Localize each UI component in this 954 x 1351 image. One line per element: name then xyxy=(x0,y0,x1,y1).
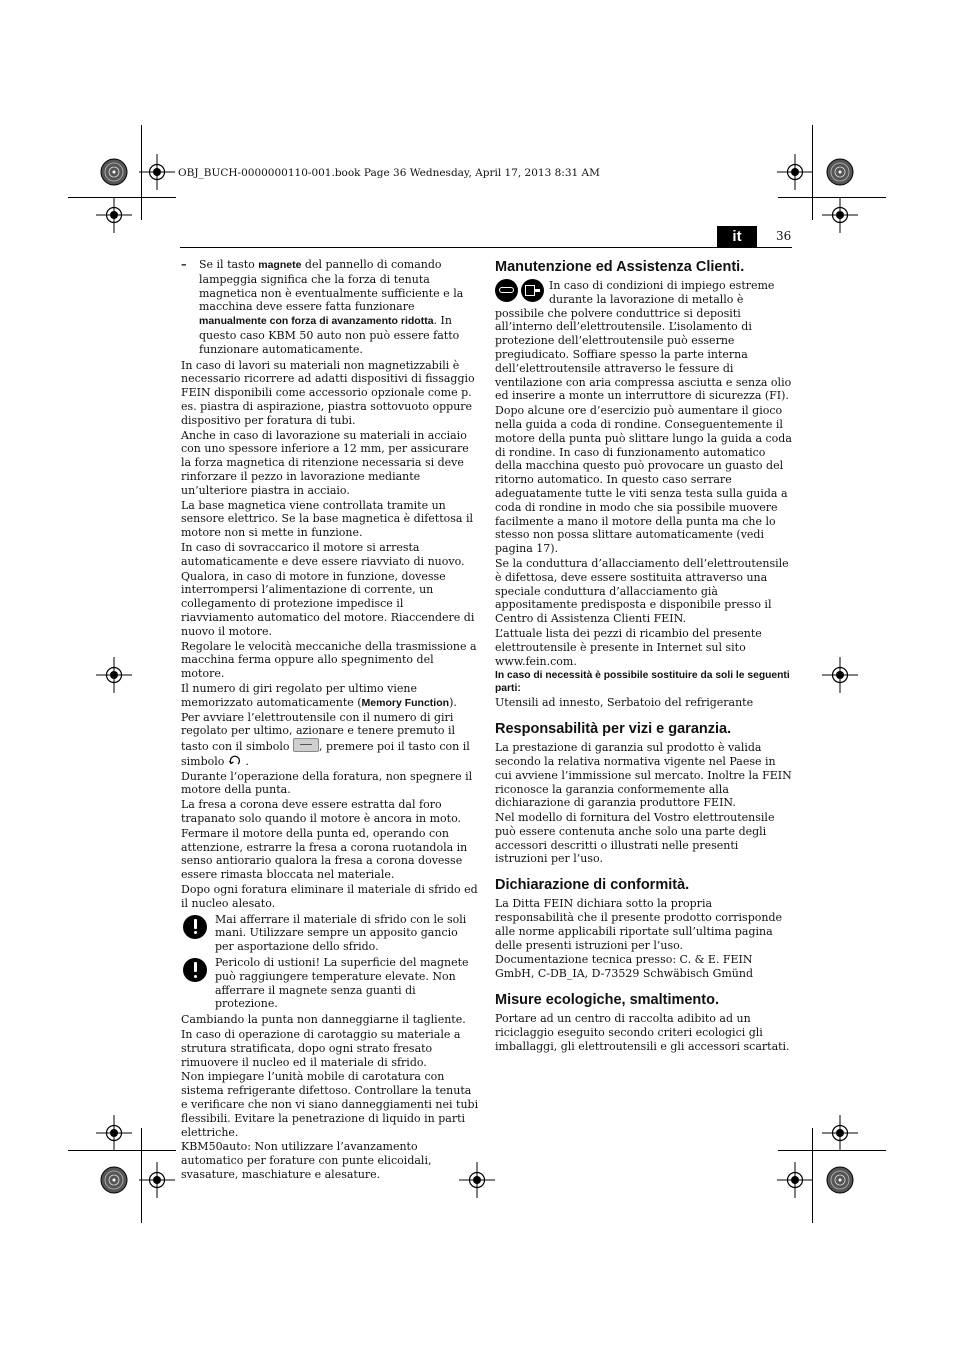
memory-function-label: Memory Function xyxy=(361,696,450,709)
paragraph: Portare ad un centro di raccolta adibito ad un riciclaggio eseguito secondo criteri ecologici gli imballaggi, gli elettroutensili e gli accessori scartati. xyxy=(495,1012,790,1053)
paragraph: L’attuale lista dei pezzi di ricambio del presente elettroutensile è presente in Internet sul sito www.fein.com. xyxy=(495,626,762,668)
bullet-item-magnet xyxy=(181,258,479,357)
paragraph: La base magnetica viene controllata tramite un sensore elettrico. Se la base magnetica è difettosa il motore non si mette in funzione. xyxy=(181,498,473,540)
warning-block xyxy=(181,913,479,954)
heading-warranty: Responsabilità per vizi e garanzia. xyxy=(495,721,732,738)
paragraph: In caso di condizioni di impiego estreme durante la lavorazione di metallo è possibile che polvere conduttrice si depositi all’interno dell’elettroutensile. L’isolamento di protezione dell’elettroutensile può esserne pregiudicato. Soffiare spesso la parte interna dell’elettroutensile attraverso le fessure di ventilazione con aria compressa asciutta e senza olio ed inserire a monte un interruttore di sicurezza (FI). xyxy=(495,279,792,403)
paragraph: Se la conduttura d’allacciamento dell’elettroutensile è difettosa, deve essere sostituita attraverso una speciale conduttura d’allacciamento già appositamente predisposta e disponibile presso il Centro di Assistenza Clienti FEIN. xyxy=(495,556,789,626)
heading-maintenance: Manutenzione ed Assistenza Clienti. xyxy=(495,259,745,275)
paragraph: Anche in caso di lavorazione su materiali in acciaio con uno spessore inferiore a 12 mm, per assicurare la forza magnetica di ritenzione necessaria si deve rinforzare il pezzo in lavorazione mediante un’ulteriore piastra in acciaio. xyxy=(181,428,469,497)
maintenance-block xyxy=(495,279,793,403)
safety-icons xyxy=(495,279,547,305)
eye-protection-icon xyxy=(495,279,518,302)
replaceable-parts-heading: In caso di necessità è possibile sostituire da soli le seguenti parti: xyxy=(495,670,790,695)
bullet-bold-1: magnete xyxy=(258,259,302,271)
paragraph: KBM50auto: Non utilizzare l’avanzamento automatico per forature con punte elicoidali, svasature, maschiature e alesature. xyxy=(181,1140,432,1181)
bullet-text-3: . In questo caso KBM 50 auto non può essere fatto funzionare automaticamente. xyxy=(199,314,460,356)
paragraph: Regolare le velocità meccaniche della trasmissione a macchina ferma oppure allo spegnimento del motore. xyxy=(181,639,477,681)
left-column xyxy=(181,258,479,1183)
bullet-text-1: Se il tasto xyxy=(199,258,259,271)
heading-ecology: Misure ecologiche, smaltimento. xyxy=(495,992,719,1009)
paragraph: Dopo ogni foratura eliminare il materiale di sfrido ed il nucleo alesato. xyxy=(181,883,478,910)
paragraph: Cambiando la punta non danneggiarne il tagliente. xyxy=(181,1013,466,1027)
paragraph: In caso di lavori su materiali non magnetizzabili è necessario ricorrere ad adatti dispositivi di fissaggio FEIN disponibili come accessorio opzionale come p. es. piastra di aspirazione, piastra sottovuoto oppure dispositivo per foratura di tubi. xyxy=(181,358,475,427)
paragraph: Documentazione tecnica presso: C. & E. FEIN GmbH, C-DB_IA, D-73529 Schwäbisch Gmünd xyxy=(495,953,754,981)
paragraph: Qualora, in caso di motore in funzione, dovesse interrompersi l’alimentazione di corrente, un collegamento di protezione impedisce il riavviamento automatico del motore. Riaccendere di nuovo il motore. xyxy=(181,569,475,638)
file-info: OBJ_BUCH-0000000110-001.book Page 36 Wednesday, April 17, 2013 8:31 AM xyxy=(178,167,600,179)
paragraph: La prestazione di garanzia sul prodotto è valida secondo la relativa normativa vigente nel Paese in cui avviene l’immissione sul mercato. Inoltre la FEIN riconosce la garanzia conformemente alla dichiarazione di garanzia produttore FEIN. xyxy=(495,741,792,810)
warning-text: Pericolo di ustioni! La superficie del magnete può raggiungere temperature elevate. Non afferrare il magnete senza guanti di protezione. xyxy=(215,956,469,1011)
paragraph: Utensili ad innesto, Serbatoio del refrigerante xyxy=(495,696,754,710)
language-tab: it xyxy=(717,226,757,247)
paragraph: Dopo alcune ore d’esercizio può aumentare il gioco nella guida a coda di rondine. Conseguentemente il motore della punta può slittare lungo la guida a coda di rondine. In caso di funzionamento automatico della macchina questo può provocare un guasto del ritorno automatico. In questo caso serrare adeguatamente tutte le viti senza testa sulla guida a coda di rondine in modo che sia possibile muovere facilmente a mano il motore della punta ma che lo stesso non possa slittare automaticamente (vedi pagina 17). xyxy=(495,404,792,556)
bullet-dash: – xyxy=(181,258,187,271)
header-rule xyxy=(180,247,792,248)
text: Il numero di giri regolato per ultimo viene memorizzato automaticamente ( xyxy=(181,681,418,709)
text: . xyxy=(241,754,249,768)
paragraph: La Ditta FEIN dichiara sotto la propria responsabilità che il presente prodotto corrisponde alle norme applicabili riportate sull’ultima pagina delle presenti istruzioni per l’uso. xyxy=(495,897,783,952)
rotation-symbol-icon xyxy=(228,754,242,768)
warning-text: Mai afferrare il materiale di sfrido con le soli mani. Utilizzare sempre un apposito gancio per asportazione dello sfrido. xyxy=(215,912,467,954)
paragraph: Fermare il motore della punta ed, operando con attenzione, estrarre la fresa a corona ruotandola in senso antiorario qualora la fresa a corona dovesse essere rimasta bloccata nel materiale. xyxy=(181,826,468,882)
paragraph: In caso di operazione di carotaggio su materiale a strutura stratificata, dopo ogni strato fresato rimuovere il nucleo ed il materiale di sfrido. xyxy=(181,1028,461,1069)
paragraph-memory-function xyxy=(181,682,479,769)
bullet-text-2: del pannello di comando lampeggia significa che la forza di tenuta magnetica non è eventualmente sufficiente e la macchina deve essere fatta funzionare xyxy=(199,258,464,314)
paragraph: Nel modello di fornitura del Vostro elettroutensile può essere contenuta anche solo una parte degli accessori descritti o illustrati nelle presenti istruzioni per l’uso. xyxy=(495,811,775,866)
text: ). Per avviare l’elettroutensile con il numero di giri regolato per ultimo, azionare e tenere premuto il tasto con il simbolo xyxy=(181,695,457,754)
paragraph: Durante l’operazione della foratura, non spegnere il motore della punta. xyxy=(181,769,473,797)
unplug-icon xyxy=(521,279,544,302)
paragraph: In caso di sovraccarico il motore si arresta automaticamente e deve essere riavviato di nuovo. xyxy=(181,540,465,568)
paragraph: Non impiegare l’unità mobile di carotatura con sistema refrigerante difettoso. Controllare la tenuta e verificare che non vi siano danneggiamenti nei tubi flessibili. Evitare la penetrazione di liquido in parti elettriche. xyxy=(181,1070,479,1139)
page-number: 36 xyxy=(776,229,792,243)
heading-conformity: Dichiarazione di conformità. xyxy=(495,877,690,894)
text: , premere poi il tasto con il simbolo xyxy=(181,740,470,768)
warning-icon xyxy=(183,915,207,939)
bullet-bold-2: manualmente con forza di avanzamento ridotta xyxy=(199,315,434,328)
warning-icon xyxy=(183,958,207,982)
paragraph: La fresa a corona deve essere estratta dal foro trapanato solo quando il motore è ancora in moto. xyxy=(181,798,461,826)
warning-block xyxy=(181,956,479,1011)
minus-key-icon xyxy=(293,738,319,752)
right-column xyxy=(495,258,793,1054)
